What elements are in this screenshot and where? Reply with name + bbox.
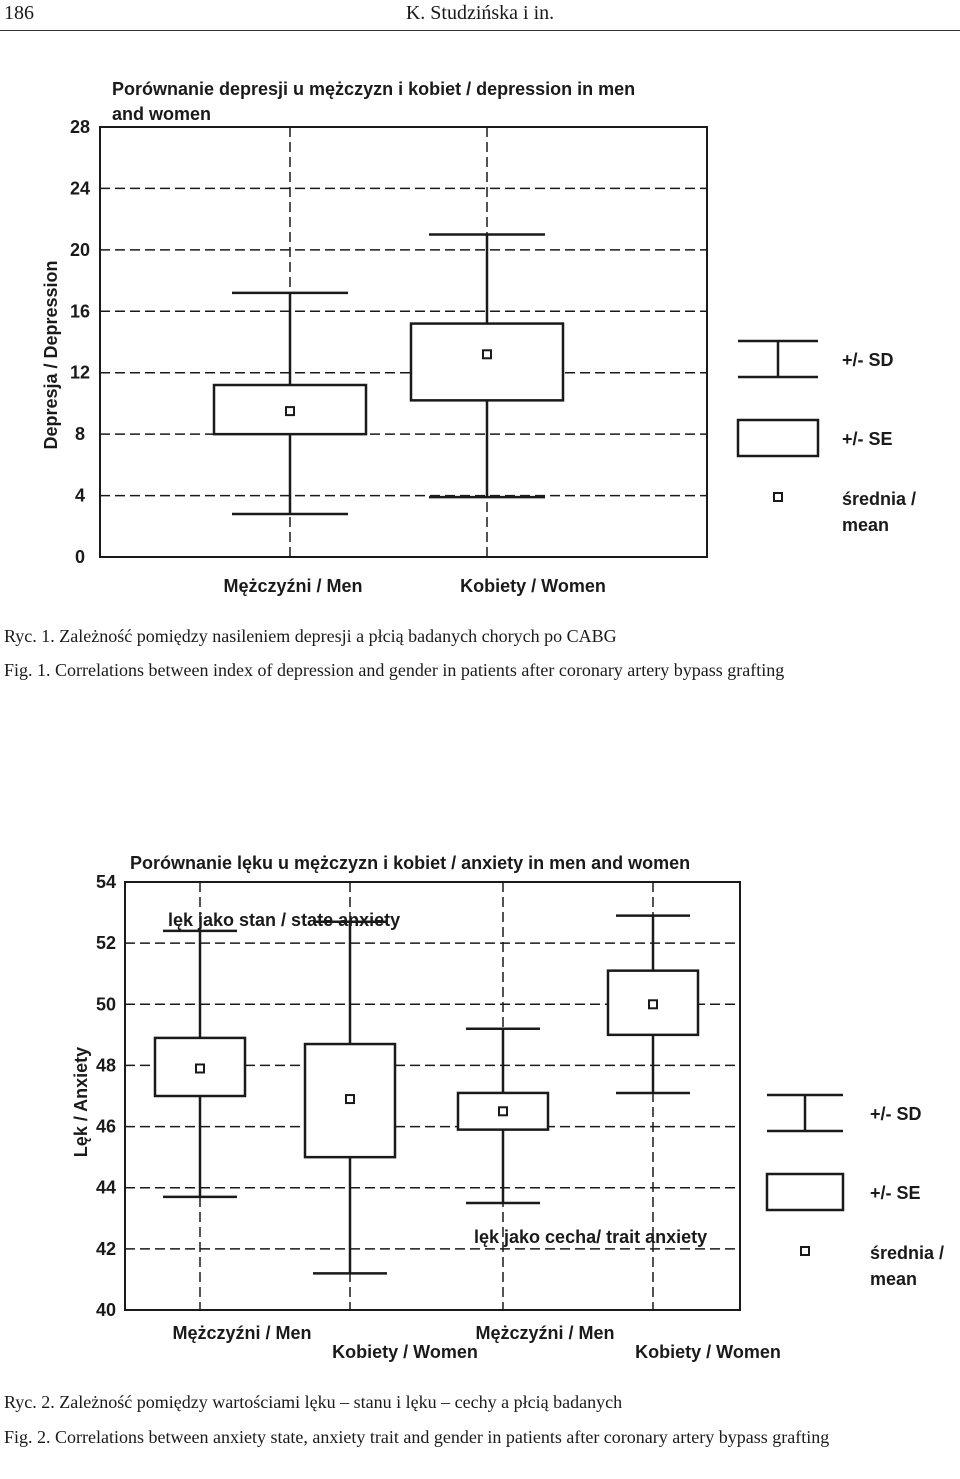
annotation-state-anxiety: lęk jako stan / state anxiety [168, 910, 401, 930]
y-tick-label: 0 [74, 547, 86, 567]
legend-mean-marker [774, 493, 782, 501]
y-axis-label: Depresja / Depression [41, 260, 61, 450]
annotation-trait-anxiety: lęk jako cecha/ trait anxiety [474, 1227, 708, 1247]
legend [767, 1095, 944, 1289]
y-tick-label: 46 [95, 1116, 117, 1137]
legend-se-label: +/- SE [842, 429, 893, 449]
x-category-labels [172, 1323, 780, 1362]
box-series [155, 916, 698, 1274]
figure-2-caption-pl: Ryc. 2. Zależność pomiędzy wartościami lęku – stanu i lęku – cechy a płcią badanych [4, 1392, 623, 1412]
y-tick-label: 52 [95, 933, 117, 954]
y-tick-label: 48 [95, 1055, 117, 1076]
gridlines [100, 127, 707, 557]
x-category-label: Kobiety / Women [460, 576, 606, 596]
plot-frame [100, 127, 707, 557]
y-tick-label: 12 [69, 362, 91, 383]
chart-anxiety [0, 840, 960, 1380]
legend-mean-label-2: mean [842, 515, 890, 535]
y-tick-label: 42 [95, 1238, 117, 1259]
x-category-labels [223, 576, 605, 596]
mean-marker [286, 407, 294, 415]
y-tick-label: 4 [74, 485, 86, 506]
figure-2-caption-en: Fig. 2. Correlations between anxiety state, anxiety trait and gender in patients after coronary artery bypass grafting [4, 1427, 830, 1447]
mean-marker [483, 350, 491, 358]
y-tick-label: 8 [74, 424, 86, 445]
figure-1-caption-en: Fig. 1. Correlations between index of depression and gender in patients after coronary artery bypass grafting [4, 660, 785, 680]
running-head: K. Studzińska i in. [405, 2, 555, 24]
legend-sd-label: +/- SD [842, 350, 894, 370]
y-axis-label: Lęk / Anxiety [71, 1046, 91, 1158]
mean-marker [346, 1095, 354, 1103]
figure-1-caption-pl: Ryc. 1. Zależność pomiędzy nasileniem depresji a płcią badanych chorych po CABG [4, 626, 617, 646]
x-category-label: Kobiety / Women [332, 1342, 478, 1362]
mean-marker [499, 1107, 507, 1115]
x-category-label: Mężczyźni / Men [172, 1323, 312, 1343]
legend-mean-marker [801, 1247, 809, 1255]
page-number: 186 [4, 2, 34, 24]
legend-se-label: +/- SE [870, 1183, 921, 1203]
y-tick-label: 28 [69, 117, 91, 137]
x-category-label: Mężczyźni / Men [475, 1323, 615, 1343]
y-tick-label: 40 [95, 1300, 117, 1320]
x-category-label: Kobiety / Women [635, 1342, 781, 1362]
legend-se-box [738, 420, 818, 456]
chart-title: Porównanie lęku u mężczyzn i kobiet / anxiety in men and women [130, 853, 691, 873]
legend-mean-label-1: średnia / [870, 1243, 945, 1263]
chart-depression [0, 0, 960, 620]
chart-title-line-1: Porównanie depresji u mężczyzn i kobiet / depression in men [112, 79, 636, 99]
x-category-label: Mężczyźni / Men [223, 576, 363, 596]
legend [738, 341, 916, 535]
y-tick-labels [96, 872, 116, 1320]
y-tick-label: 44 [95, 1177, 117, 1198]
y-tick-label: 54 [95, 872, 117, 892]
y-tick-labels [70, 117, 90, 567]
mean-marker [649, 1000, 657, 1008]
se-box [411, 324, 563, 401]
legend-mean-label-2: mean [870, 1269, 918, 1289]
y-tick-label: 16 [69, 301, 91, 322]
legend-se-box [767, 1174, 843, 1210]
legend-mean-label-1: średnia / [842, 489, 917, 509]
mean-marker [196, 1064, 204, 1072]
box-series [214, 235, 563, 515]
y-tick-label: 20 [69, 239, 91, 260]
legend-sd-label: +/- SD [870, 1104, 922, 1124]
y-tick-label: 24 [69, 178, 91, 199]
chart-title-line-2: and women [112, 104, 212, 124]
y-tick-label: 50 [95, 994, 117, 1015]
